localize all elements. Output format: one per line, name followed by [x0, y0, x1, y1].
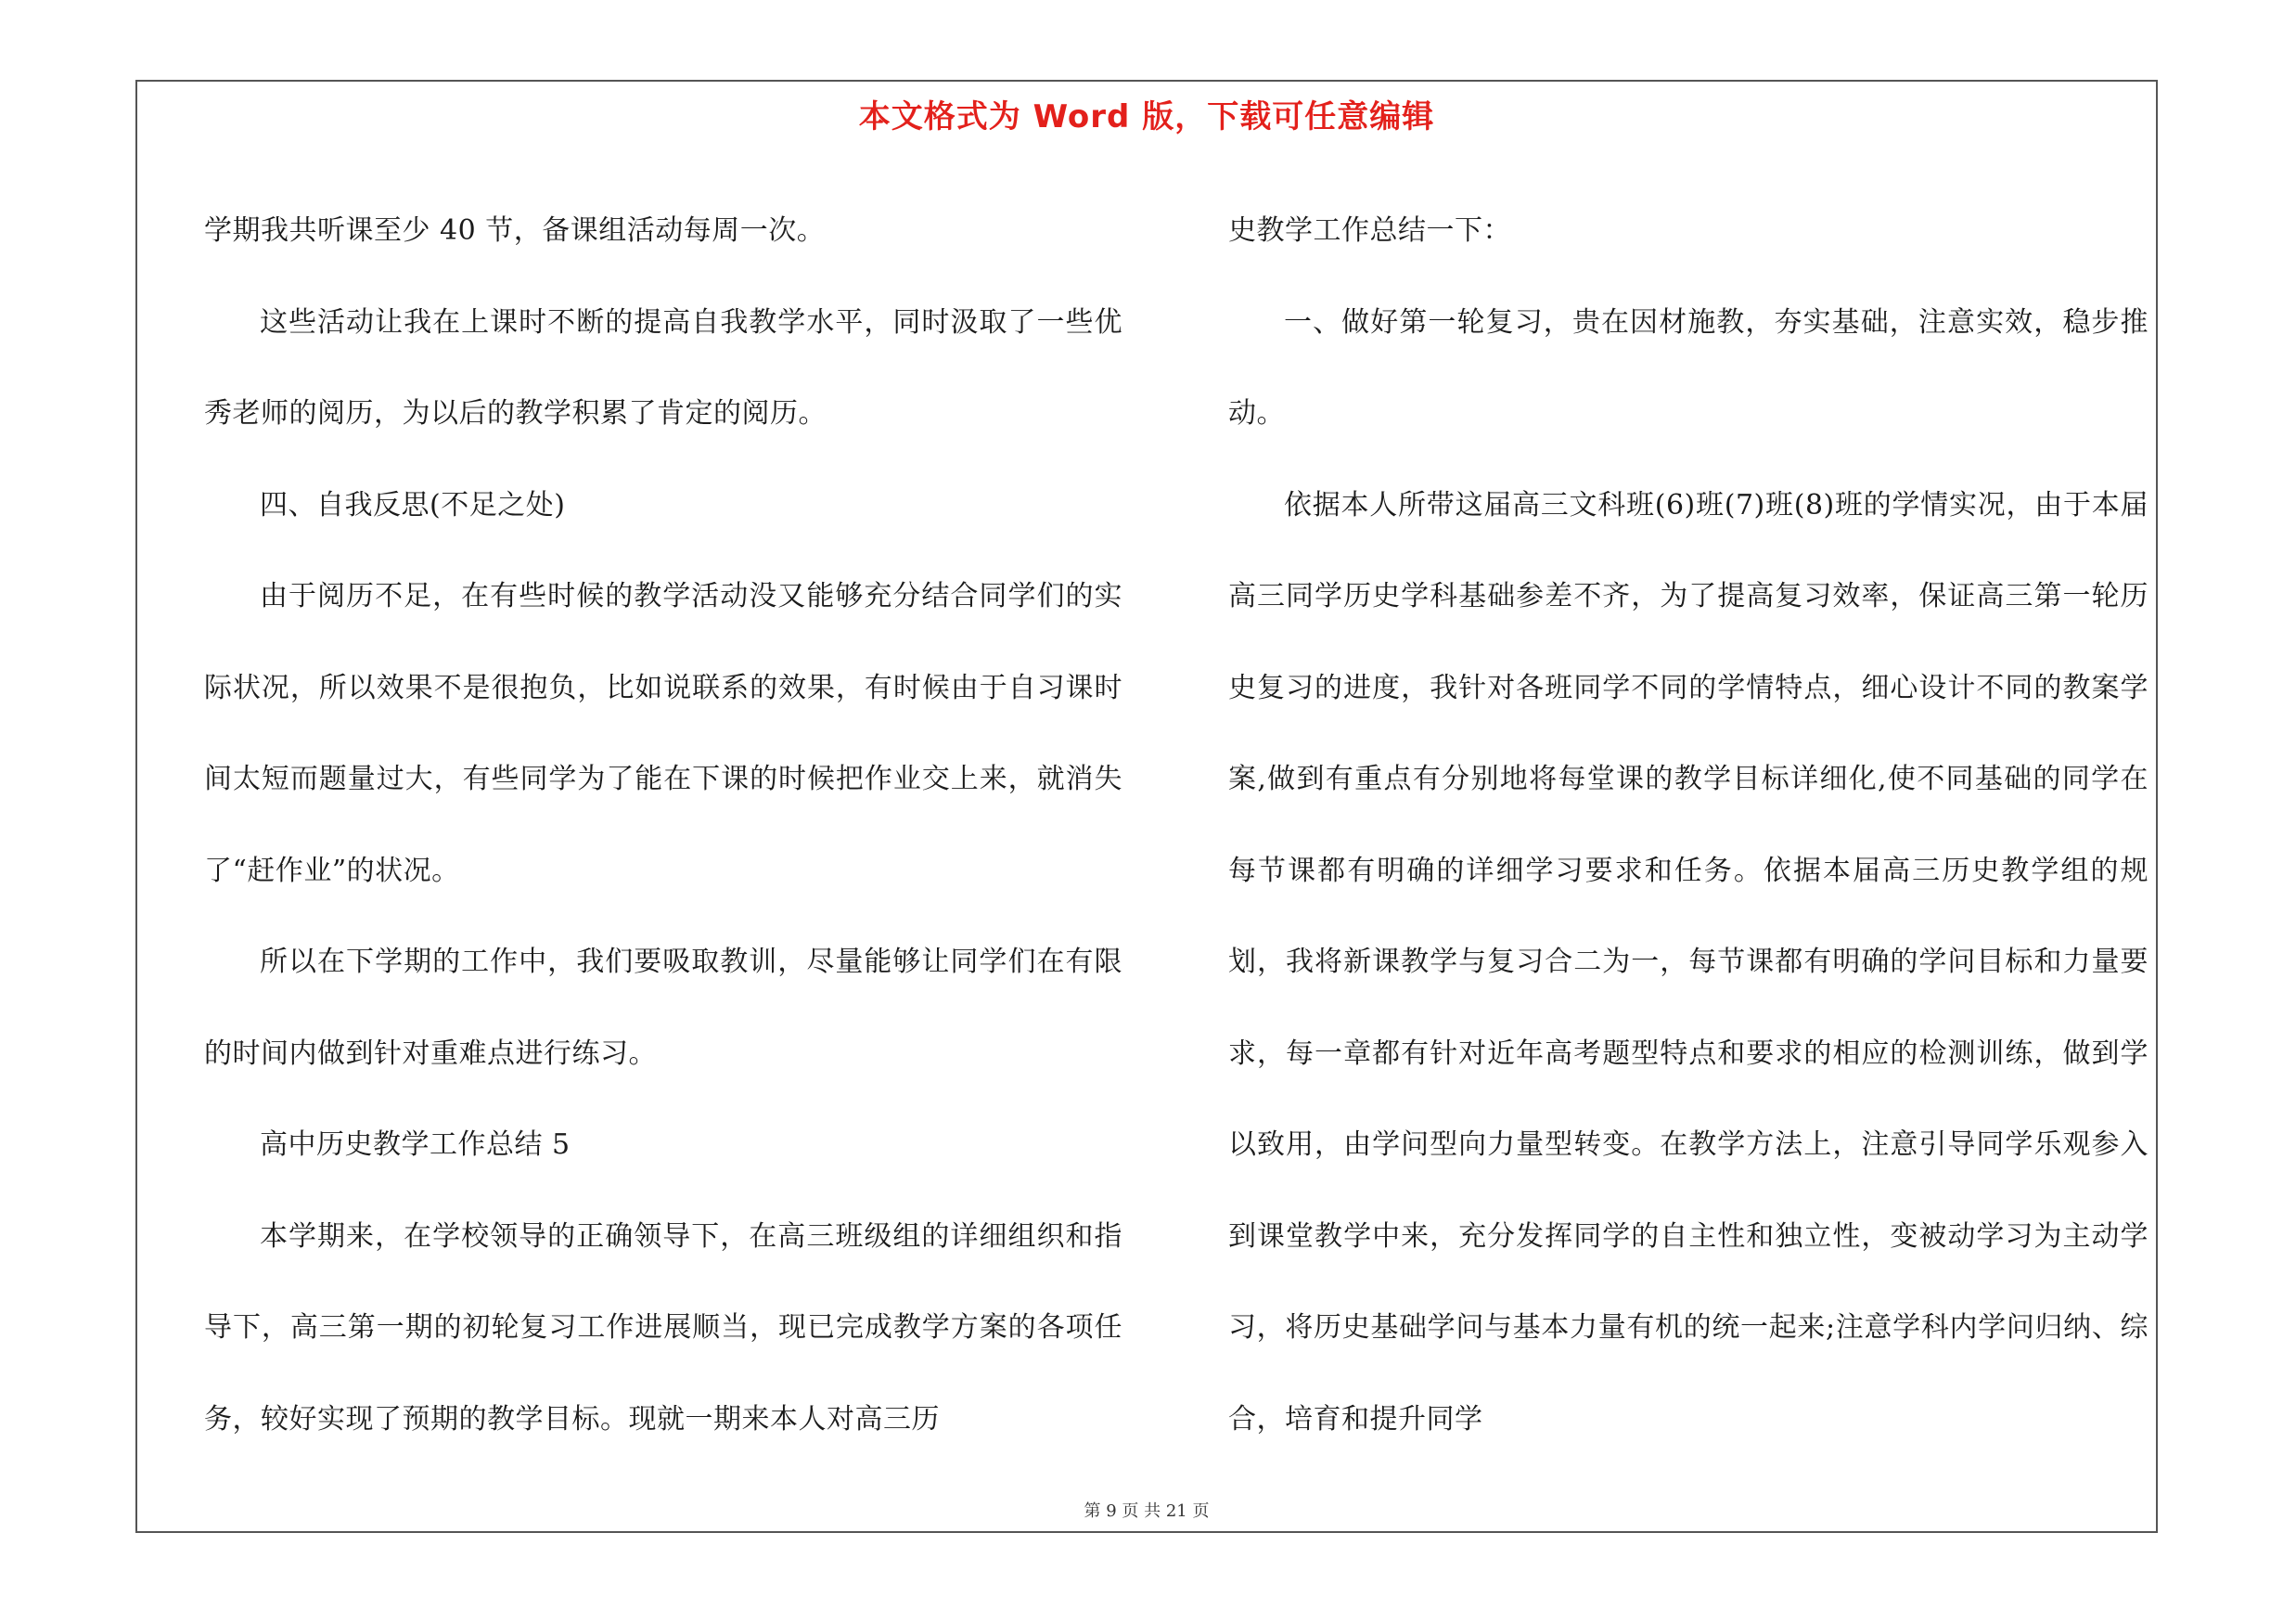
paragraph: 由于阅历不足，在有些时候的教学活动没又能够充分结合同学们的实际状况，所以效果不是很抱负，比如说联系的效果，有时候由于自习课时间太短而题量过大，有些同学为了能在下课的时候把作业交上来，就消失了“赶作业”的状况。 — [204, 580, 1122, 887]
paragraph: 学期我共听课至少 40 节，备课组活动每周一次。 — [204, 214, 826, 247]
paragraph: 史教学工作总结一下： — [1228, 214, 1511, 247]
paragraph: 这些活动让我在上课时不断的提高自我教学水平，同时汲取了一些优秀老师的阅历，为以后的教学积累了肯定的阅历。 — [204, 305, 1122, 430]
section-heading: 一、做好第一轮复习，贵在因材施教，夯实基础，注意实效，稳步推动。 — [1228, 305, 2148, 430]
page-frame — [135, 80, 2158, 1533]
paragraph: 本学期来，在学校领导的正确领导下，在高三班级组的详细组织和指导下，高三第一期的初轮复习工作进展顺当，现已完成教学方案的各项任务，较好实现了预期的教学目标。现就一期来本人对高三历 — [204, 1219, 1122, 1436]
paragraph: 所以在下学期的工作中，我们要吸取教训，尽量能够让同学们在有限的时间内做到针对重难点进行练习。 — [204, 946, 1122, 1070]
section-heading: 四、自我反思(不足之处) — [260, 488, 566, 522]
right-column — [1228, 186, 2148, 1465]
paragraph: 依据本人所带这届高三文科班(6)班(7)班(8)班的学情实况，由于本届高三同学历史学科基础参差不齐，为了提高复习效率，保证高三第一轮历史复习的进度，我针对各班同学不同的学情特点，细心设计不同的教案学案,做到有重点有分别地将每堂课的教学目标详细化,使不同基础的同学在每节课都有明确的详细学习要求和任务。依据本届高三历史教学组的规划，我将新课教学与复习合二为一，每节课都有明确的学问目标和力量要求，每一章都有针对近年高考题型特点和要求的相应的检测训练，做到学以致用，由学问型向力量型转变。在教学方法上，注意引导同学乐观参入到课堂教学中来，充分发挥同学的自主性和独立性，变被动学习为主动学习，将历史基础学问与基本力量有机的统一起来;注意学科内学问归纳、综合，培育和提升同学 — [1228, 488, 2148, 1436]
section-title: 高中历史教学工作总结 5 — [260, 1128, 571, 1161]
left-column — [204, 186, 1122, 1465]
page-number-footer: 第 9 页 共 21 页 — [1084, 1501, 1210, 1521]
format-banner: 本文格式为 Word 版，下载可任意编辑 — [858, 98, 1435, 135]
